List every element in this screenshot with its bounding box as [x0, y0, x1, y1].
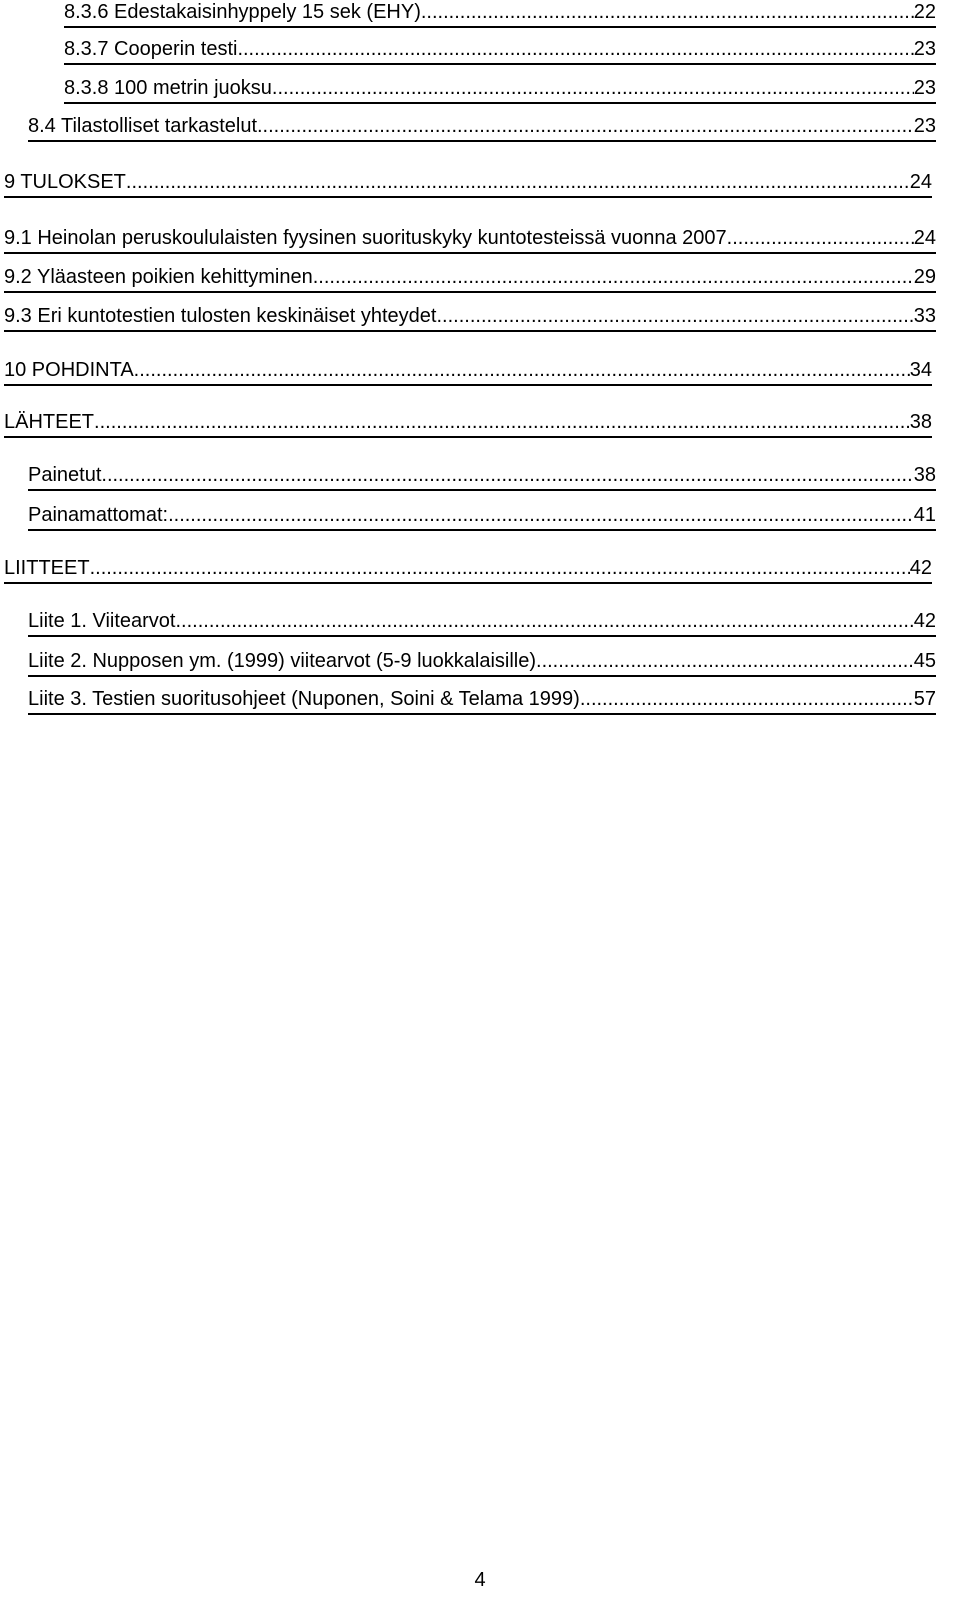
toc-entry[interactable]: [4, 304, 936, 332]
toc-entry-page: 29: [913, 266, 936, 288]
toc-entry-title: Liite 3. Testien suoritusohjeet (Nuponen, Soini & Telama 1999): [28, 688, 580, 710]
toc-entry[interactable]: [4, 556, 932, 584]
toc-entry-title: 9.1 Heinolan peruskoululaisten fyysinen suorituskyky kuntotesteissä vuonna 2007: [4, 227, 727, 249]
toc-entry-page: 23: [913, 77, 936, 99]
toc-leader-dots: [272, 76, 914, 100]
toc-entry[interactable]: [28, 609, 936, 637]
toc-leader-dots: [94, 410, 910, 434]
toc-entry-title: 9 TULOKSET: [4, 171, 126, 193]
toc-entry-page: 57: [913, 688, 936, 710]
toc-entry[interactable]: [4, 358, 932, 386]
toc-entry[interactable]: [28, 687, 936, 715]
toc-entry[interactable]: [4, 170, 932, 198]
toc-leader-dots: [134, 358, 910, 382]
toc-entry[interactable]: [64, 76, 936, 104]
toc-leader-dots: [436, 304, 913, 328]
toc-entry[interactable]: [28, 463, 936, 491]
toc-leader-dots: [257, 114, 914, 138]
toc-entry-title: 9.2 Yläasteen poikien kehittyminen: [4, 266, 313, 288]
toc-leader-dots: [176, 609, 914, 633]
toc-leader-dots: [313, 265, 914, 289]
toc-leader-dots: [421, 0, 914, 24]
toc-entry-page: 23: [913, 115, 936, 137]
toc-entry-title: Liite 2. Nupposen ym. (1999) viitearvot (5-9 luokkalaisille): [28, 650, 537, 672]
toc-entry[interactable]: [4, 226, 936, 254]
toc-leader-dots: [168, 503, 914, 527]
toc-entry-page: 38: [913, 464, 936, 486]
toc-entry[interactable]: [64, 37, 936, 65]
toc-leader-dots: [101, 463, 913, 487]
toc-entry-title: Painetut: [28, 464, 102, 486]
toc-leader-dots: [536, 649, 914, 673]
toc-entry-page: 38: [909, 411, 932, 433]
toc-entry-page: 42: [913, 610, 936, 632]
toc-leader-dots: [90, 556, 910, 580]
toc-entry[interactable]: [28, 503, 936, 531]
toc-leader-dots: [126, 170, 910, 194]
toc-entry-page: 45: [913, 650, 936, 672]
toc-entry-page: 33: [913, 305, 936, 327]
toc-entry-title: Painamattomat:: [28, 504, 169, 526]
page-number: 4: [474, 1569, 486, 1591]
toc-entry-page: 41: [913, 504, 936, 526]
toc-entry-title: 8.3.8 100 metrin juoksu: [64, 77, 272, 99]
toc-entry-page: 22: [913, 1, 936, 23]
toc-entry-title: LÄHTEET: [4, 411, 95, 433]
toc-entry-title: 10 POHDINTA: [4, 359, 134, 381]
toc-entry-title: 9.3 Eri kuntotestien tulosten keskinäiset yhteydet: [4, 305, 437, 327]
toc-entry[interactable]: [28, 649, 936, 677]
toc-leader-dots: [727, 226, 914, 250]
toc-leader-dots: [237, 37, 913, 61]
toc-entry[interactable]: [64, 0, 936, 28]
toc-entry-title: 8.3.6 Edestakaisinhyppely 15 sek (EHY): [64, 1, 421, 23]
toc-entry-page: 34: [909, 359, 932, 381]
toc-entry-page: 24: [913, 227, 936, 249]
toc-entry-page: 42: [909, 557, 932, 579]
toc-entry[interactable]: [4, 410, 932, 438]
toc-entry-page: 24: [909, 171, 932, 193]
toc-entry[interactable]: [4, 265, 936, 293]
toc-entry-title: 8.4 Tilastolliset tarkastelut: [28, 115, 257, 137]
toc-entry-title: 8.3.7 Cooperin testi: [64, 38, 238, 60]
toc-entry[interactable]: [28, 114, 936, 142]
toc-entry-title: LIITTEET: [4, 557, 90, 579]
toc-entry-page: 23: [913, 38, 936, 60]
toc-entry-title: Liite 1. Viitearvot: [28, 610, 176, 632]
toc-leader-dots: [580, 687, 914, 711]
